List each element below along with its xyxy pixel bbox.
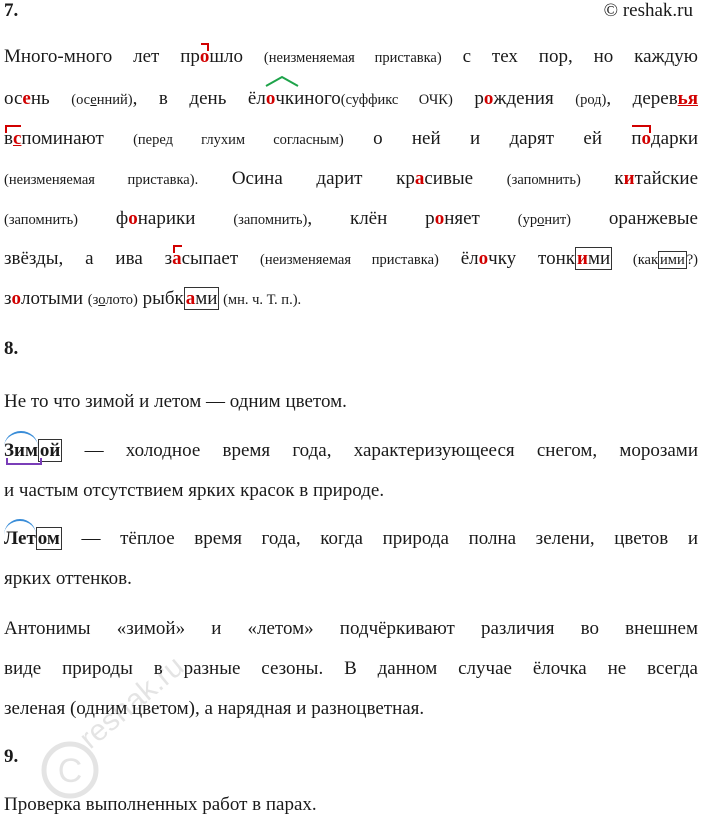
note [518, 212, 571, 228]
text: в [4, 128, 13, 149]
note: (запомнить) [4, 212, 79, 228]
text: няет [444, 208, 518, 229]
ending-box [575, 247, 612, 270]
note: (запомнить) [506, 172, 581, 188]
task9-text: Проверка выполненных работ в парах. [4, 794, 317, 815]
note: (суффикс ОЧК) [340, 92, 453, 108]
zimoy-definition-2: и частым отсутствием ярких красок в природе. [4, 480, 385, 501]
letter: с [12, 128, 22, 149]
text: ждения [493, 88, 576, 109]
text: , дерев [606, 88, 678, 109]
text: (как [612, 252, 659, 268]
note: (неизменяемая приставка). [4, 172, 199, 188]
task7-line-6 [4, 248, 698, 270]
text: нарики [137, 208, 234, 229]
text: нь [30, 88, 72, 109]
letter: о [641, 128, 651, 149]
letter: а [185, 288, 196, 309]
letter: е [22, 88, 31, 109]
task-number-8: 8. [4, 338, 19, 359]
note [612, 251, 698, 269]
text: (з [87, 292, 99, 308]
text: рыбк [137, 288, 184, 309]
text: лото) [105, 292, 138, 308]
note: (род) [575, 92, 607, 108]
text: ф [78, 208, 129, 229]
text: чку тонк [488, 248, 575, 269]
letom-definition-1 [4, 528, 698, 550]
text: нит) [544, 212, 572, 228]
text: ми [587, 248, 611, 269]
text: нний) [96, 92, 133, 108]
text: сыпает [181, 248, 261, 269]
letter: о [478, 248, 489, 269]
svg-text:C: C [57, 752, 83, 790]
letter: о [537, 212, 545, 228]
prefix-mark [172, 248, 182, 270]
letter: ья [677, 88, 698, 109]
text: , в день ёл [132, 88, 266, 109]
text: Много-много лет пр [4, 46, 200, 67]
text: к [580, 168, 624, 189]
antonyms-line-2: виде природы в разные сезоны. В данном случае ёлочка не всегда [4, 658, 698, 679]
letter: о [11, 288, 22, 309]
text: ?) [686, 252, 698, 268]
prefix-mark [200, 46, 210, 68]
letter: о [199, 46, 210, 67]
root-mark [4, 528, 36, 550]
zimoy-definition-1 [4, 440, 698, 462]
text: чкиного [275, 88, 341, 109]
text: , клён р [307, 208, 435, 229]
ending-box: ой [39, 440, 61, 461]
antonyms-line-1: Антонимы «зимой» и «летом» подчёркивают различия во внешнем [4, 618, 698, 639]
text: шло [209, 46, 264, 67]
note: (неизменяемая приставка) [263, 50, 442, 66]
text: — тёплое время года, когда природа полна зелени, цветов и [61, 528, 698, 549]
letter: о [265, 88, 276, 109]
note: (неизменяемая приставка) [260, 252, 439, 268]
root-text: Лет [4, 528, 36, 549]
text: тайские [634, 168, 699, 189]
note: (перед глухим согласным) [133, 132, 344, 148]
text: дарки [651, 128, 698, 149]
note: (запомнить) [233, 212, 308, 228]
antonyms-line-3: зеленая (одним цветом), а нарядная и разноцветная. [4, 698, 425, 719]
task7-line-7 [4, 288, 698, 310]
root-text: Зим [4, 440, 38, 461]
text: ос [4, 88, 23, 109]
brand-label: © reshak.ru [603, 0, 693, 21]
text: п [631, 128, 642, 149]
note [88, 292, 138, 308]
ending-box: ими [660, 252, 685, 268]
letter: а [414, 168, 425, 189]
watermark-text: reshak.ru [73, 649, 191, 756]
suffix-caret-icon [264, 75, 300, 87]
note: (мн. ч. Т. п.). [219, 292, 302, 308]
ending-box [184, 287, 220, 310]
task7-line-2 [4, 88, 698, 110]
text: — холодное время года, характеризующееся снегом, морозами [62, 440, 698, 461]
task-number-7: 7. [4, 0, 19, 21]
letter: и [576, 248, 588, 269]
text: (ос [71, 92, 91, 108]
task7-line-1 [4, 46, 698, 68]
stem-bracket [6, 458, 42, 465]
letter: о [128, 208, 138, 229]
letter: а [172, 248, 182, 269]
letter: о [483, 88, 494, 109]
text: Осина дарит кр [198, 168, 415, 189]
text: поминают [21, 128, 134, 149]
letom-definition-2: ярких оттенков. [4, 568, 132, 589]
text: ми [195, 288, 218, 309]
prefix-mark [4, 128, 21, 150]
text: лотыми [21, 288, 88, 309]
text: звёзды, а ива з [4, 248, 173, 269]
text: оранжевые [571, 208, 698, 229]
task7-line-5 [4, 208, 698, 230]
prefix-mark [631, 128, 651, 150]
letter: о [434, 208, 445, 229]
task-number-9: 9. [4, 746, 19, 767]
text: з [4, 288, 12, 309]
suffix-mark [266, 88, 341, 110]
task7-line-3 [4, 128, 698, 150]
letter: е [90, 92, 97, 108]
root-mark [4, 440, 38, 462]
proverb: Не то что зимой и летом — одним цветом. [4, 391, 347, 412]
letter: о [98, 292, 106, 308]
text: о ней и дарят ей [343, 128, 632, 149]
text: сивые [424, 168, 507, 189]
text: (ур [517, 212, 538, 228]
text: ёл [438, 248, 479, 269]
letter: и [623, 168, 635, 189]
note [71, 92, 132, 108]
ending-box: ом [37, 528, 60, 549]
text: с тех пор, но каждую [441, 46, 698, 67]
task7-line-4 [4, 168, 698, 190]
text: р [452, 88, 484, 109]
